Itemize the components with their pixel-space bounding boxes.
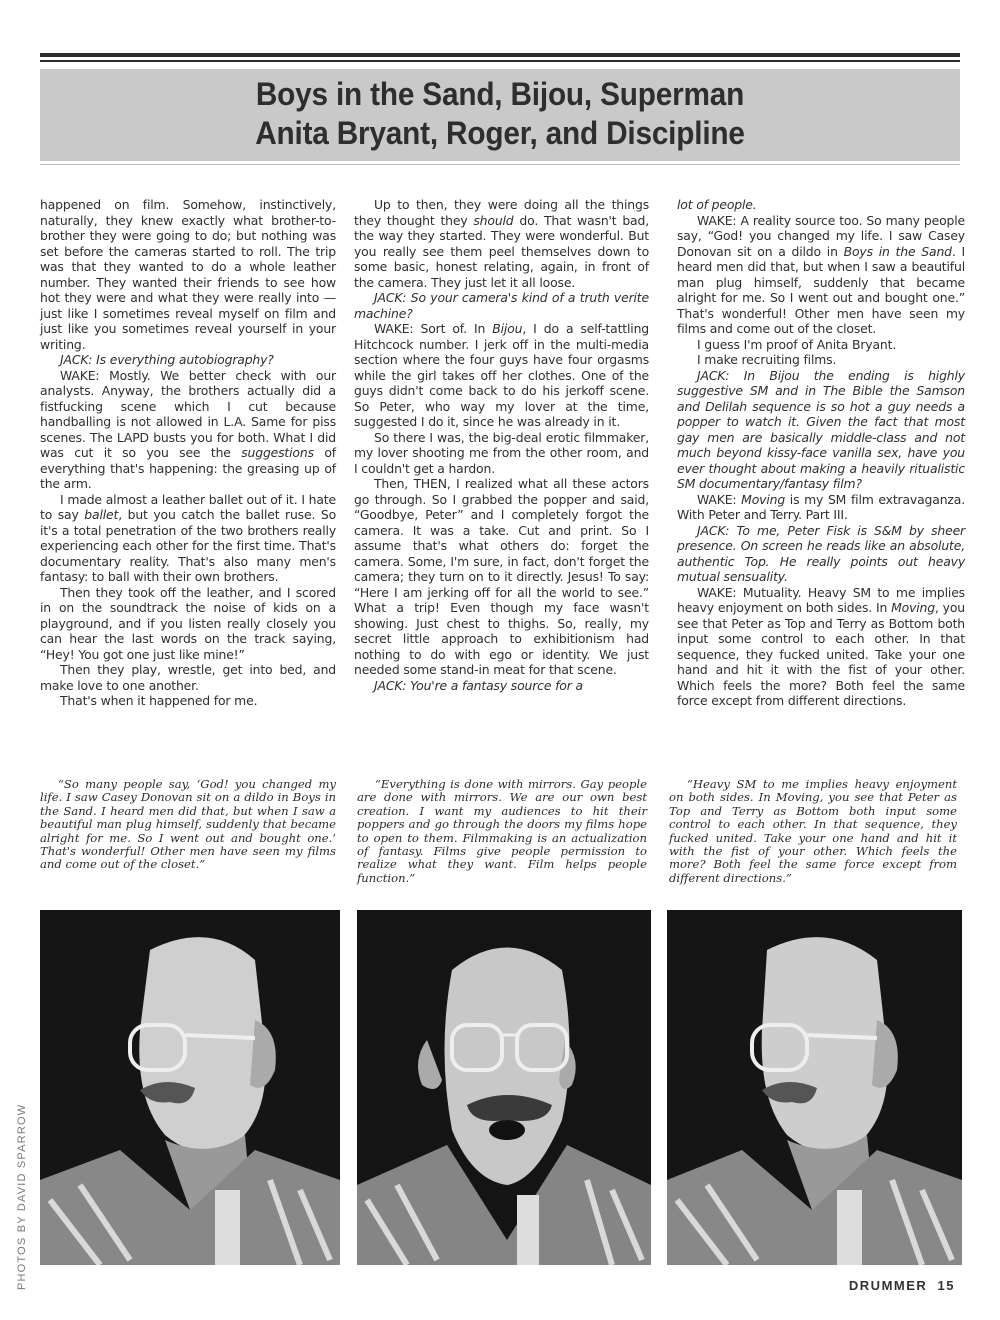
interview-paragraph: [354, 197, 649, 290]
header-rule-thin: [40, 60, 960, 62]
interview-paragraph: [354, 321, 649, 430]
body-column-1: [40, 197, 336, 709]
interview-paragraph: Then, THEN, I realized what all these actors go through. So I grabbed the popper and said, “Goodbye, Peter” and I completely forgot the camera. It was a take. Cut and print. So I assume that's what others do: forget the camera. Some, I'm sure, in fact, don't forget the camera; they turn on to it directly. Jesus! To say: “Here I am jerking off for all the world to see.” What a trip! Even though my face wasn't showing. Just chest to thighs. So, really, my secret little approach to exhibitionism had nothing to do with ego or identity. We just needed some stand-in meat for that scene.: [354, 476, 649, 677]
interview-question: JACK: In Bijou the ending is highly suggestive SM and in The Bible the Samson and Delilah sequence is so hot a guy needs a popper to watch it. Given the fact that most gay men are basically middle-class and not much beyond kissy-face vanilla sex, have you ever thought about making a heavily ritualistic SM documentary/fantasy film?: [677, 367, 965, 491]
interview-question: JACK: You're a fantasy source for a: [374, 677, 583, 693]
title-underline: [40, 164, 960, 165]
interview-paragraph: Then they play, wrestle, get into bed, and make love to one another.: [40, 662, 336, 693]
photo-portrait-1: [40, 910, 340, 1265]
article-title: [72, 75, 928, 153]
paragraph-text: WAKE: Sort of. In: [374, 321, 493, 336]
pull-quote-1: [40, 778, 336, 872]
interview-paragraph: I make recruiting films.: [697, 352, 837, 367]
title-line-2: Anita Bryant, Roger, and Discipline: [255, 115, 745, 151]
paragraph-text: WAKE: Mutuality. Heavy SM to me implies heavy enjoyment on both sides. In: [677, 584, 965, 615]
paragraph-text: I made almost a leather ballet out of it. I hate to say: [40, 491, 336, 522]
film-title-emphasis: Moving: [741, 491, 786, 507]
interview-paragraph: [677, 492, 965, 523]
pull-quote-text: “So many people say, ‘God! you changed my life. I saw Casey Donovan sit on a dildo in Boys in the Sand. I heard men did that, but when I saw a beautiful man plug himself, suddenly that became alright for me. So I went out and bought one.’ That's wonderful! Other men have seen my films and come out of the closet.”: [40, 777, 336, 872]
paragraph-text: , you see that Peter as Top and Terry as Bottom both input some control to each other. In that sequence, they fucked united. Take your one hand and hit it with the fist of your other. Which feels the more? Both feel the same force except from different directions.: [677, 600, 965, 708]
title-line-1: Boys in the Sand, Bijou, Superman: [255, 76, 745, 112]
page-number: 15: [937, 1278, 955, 1293]
interview-paragraph: [677, 585, 965, 709]
film-title-emphasis: Bijou: [492, 321, 523, 336]
pull-quote-2: [357, 778, 647, 885]
paragraph-text: WAKE: A reality source too. So many people say, “God! you changed my life. I saw Casey Donovan sit on a dildo in: [677, 212, 965, 259]
photo-portrait-icon: [40, 910, 340, 1265]
interview-paragraph: That's when it happened for me.: [60, 693, 258, 708]
paragraph-text: do. That wasn't bad, the way they started. They were wonderful. But you really see them peel themselves down to some basic, honest relating, again, in front of the camera. They just let it all loose.: [354, 212, 649, 290]
interview-paragraph: [40, 492, 336, 585]
interview-question: lot of people.: [677, 197, 757, 212]
film-title-emphasis: suggestions: [241, 445, 314, 460]
interview-question: JACK: To me, Peter Fisk is S&M by sheer presence. On screen he reads like an absolute, authentic Top. He really points out heavy mutual sensuality.: [677, 522, 965, 584]
interview-paragraph: [677, 213, 965, 337]
interview-paragraph: I guess I'm proof of Anita Bryant.: [697, 336, 897, 352]
publication-name: DRUMMER: [848, 1278, 928, 1293]
paragraph-text: . I heard men did that, but when I saw a beautiful man plug himself, suddenly that became alright for me. So I went out and bought one.” That's wonderful! Other men have seen my films and come out of the closet.: [677, 243, 965, 336]
interview-paragraph: happened on film. Somehow, instinctively, naturally, they knew exactly what brother-to-brother they were going to do; but nothing was set before the cameras started to roll. The trip was that they wanted to do a whole leather number. They wanted their friends to see how hot they were and what they were really into — just like I sometimes reveal myself on film and just like you sometimes reveal yourself in your writing.: [40, 197, 336, 352]
photo-portrait-icon: [357, 910, 651, 1265]
interview-question: JACK: So your camera's kind of a truth verite machine?: [354, 290, 649, 321]
interview-paragraph: Then they took off the leather, and I scored in on the soundtrack the noise of kids on a playground, and if you listen really closely you can hear the last words on the track saying, “Hey! You got one just like mine!”: [40, 584, 336, 662]
interview-paragraph: So there I was, the big-deal erotic filmmaker, my lover shooting me from the other room, and I couldn't get a hardon.: [354, 429, 649, 476]
pull-quote-text: “Heavy SM to me implies heavy enjoyment on both sides. In Moving, you see that Peter as Top and Terry as Bottom both input some control to each other. In that sequence, they fucked united. Take your one hand and hit it with the fist of your other. Which feels the more? Both feel the same force except from different directions.”: [669, 777, 957, 885]
paragraph-text: , but you catch the ballet ruse. So it's a total penetration of the two brothers really experiencing each other for the first time. That's documentary reality. That's also many men's fantasy: to ball with their own brothers.: [40, 507, 336, 584]
film-title-emphasis: Moving: [891, 600, 935, 615]
interview-paragraph: [40, 368, 336, 492]
photo-credit: PHOTOS BY DAVID SPARROW: [16, 1103, 28, 1290]
pull-quote-text: “Everything is done with mirrors. Gay people are done with mirrors. We are our own best creation. I want my audiences to hit their poppers and go through the doors my films hope to open to them. Filmmaking is an actualization of fantasy. Films give people permission to realize what they want. Film helps people function.”: [357, 777, 647, 885]
page-folio: [849, 1278, 955, 1293]
film-title-emphasis: Boys in the Sand: [843, 243, 952, 259]
photo-portrait-3: [667, 910, 962, 1265]
photo-portrait-icon: [667, 910, 962, 1265]
paragraph-text: of everything that's happening: the greasing up of the arm.: [40, 445, 336, 491]
body-column-2: [354, 197, 649, 693]
header-rule-thick: [40, 53, 960, 57]
paragraph-text: Up to then, they were doing all the things they thought they: [354, 197, 649, 228]
body-column-3: [677, 197, 965, 709]
paragraph-text: is my SM film extravaganza. With Peter and Terry. Part III.: [677, 491, 965, 522]
film-title-emphasis: ballet: [84, 507, 119, 522]
paragraph-text: WAKE:: [697, 491, 742, 507]
paragraph-text: , I do a self-tattling Hitchcock number. I jerk off in the multi-media section where the four guys have four orgasms while the girl takes off her clothes. One of the guys didn't come back to do his jerkoff scene. So Peter, who way my lover at the time, suggested I do it, since he was already in it.: [354, 321, 649, 429]
pull-quote-3: [669, 778, 957, 885]
paragraph-text: WAKE: Mostly. We better check with our analysts. Anyway, the brothers actually did a fistfucking scene which I cut because handballing is not allowed in L.A. Same for piss scenes. The LAPD busts you for both. What I did was cut it so you see the: [40, 367, 336, 460]
film-title-emphasis: should: [473, 212, 514, 228]
interview-question: JACK: Is everything autobiography?: [60, 352, 274, 367]
photo-portrait-2: [357, 910, 651, 1265]
